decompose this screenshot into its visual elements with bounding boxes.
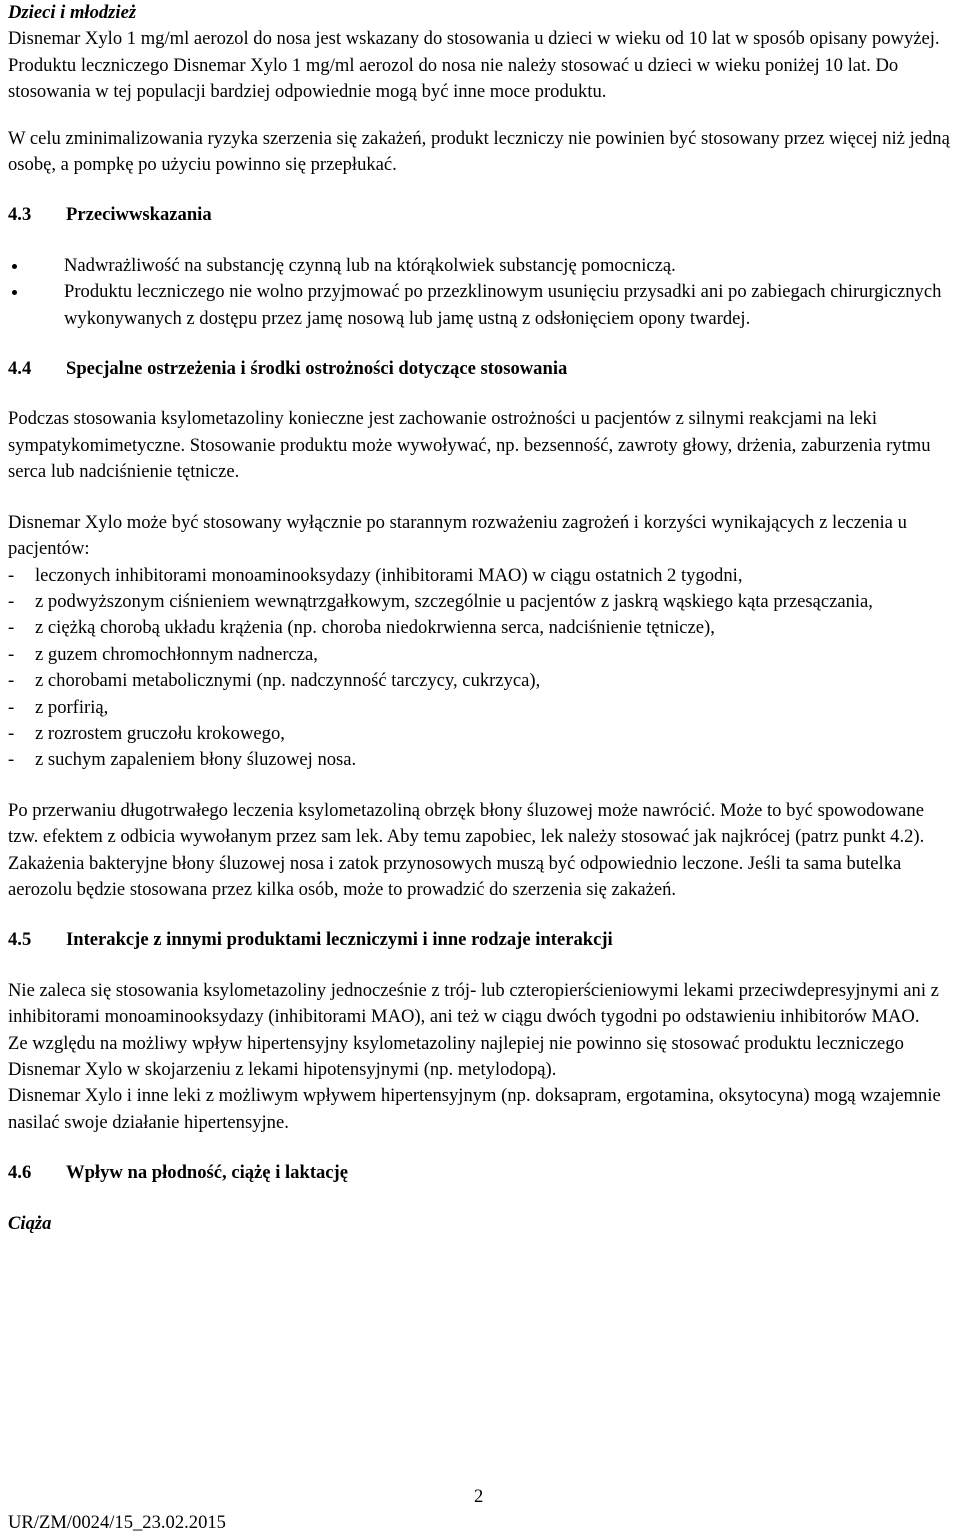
bullet-icon [12,290,17,295]
section-4-6-heading [8,1160,952,1186]
section-title: Wpływ na płodność, ciążę i laktację [66,1162,349,1184]
list-item: - z chorobami metabolicznymi (np. nadczynność tarczycy, cukrzyca), [8,670,541,692]
section-4-3-heading [8,202,952,228]
list-item: Nadwrażliwość na substancję czynną lub na którąkolwiek substancję pomocniczą. [8,253,952,279]
children-paragraph-2: Produktu leczniczego Disnemar Xylo 1 mg/ml aerozol do nosa nie należy stosować u dzieci w wieku poniżej 10 lat. Do stosowania w tej populacji bardziej odpowiednie mogą być inne moce produktu. [8,54,899,103]
interactions-paragraph-3: Disnemar Xylo i inne leki z możliwym wpływem hipertensyjnym (np. doksapram, ergotamina, oksytocyna) mogą wzajemnie nasilać swoje działanie hipertensyjne. [8,1085,941,1133]
section-4-4-heading [8,356,952,382]
section-number: 4.4 [8,358,32,380]
list-item: - z podwyższonym ciśnieniem wewnątrzgałkowym, szczególnie u pacjentów z jaskrą wąskiego kąta przesączania, [8,590,873,612]
pregnancy-subheading: Ciąża [8,1212,52,1234]
section-title: Specjalne ostrzeżenia i środki ostrożności dotyczące stosowania [66,358,568,380]
section-title: Interakcje z innymi produktami leczniczymi i inne rodzaje interakcji [66,929,613,951]
children-paragraph-1: Disnemar Xylo 1 mg/ml aerozol do nosa jest wskazany do stosowania u dzieci w wieku od 10 lat w sposób opisany powyżej. [8,28,940,50]
warnings-paragraph-1: Podczas stosowania ksylometazoliny konieczne jest zachowanie ostrożności u pacjentów z silnymi reakcjami na leki sympatykomimetyczne. Stosowanie produktu może wywoływać, np. bezsenność, zawroty głowy, drżenia, zaburzenia rytmu serca lub nadciśnienie tętnicze. [8,408,931,483]
list-item: - leczonych inhibitorami monoaminooksydazy (inhibitorami MAO) w ciągu ostatnich 2 tygodni, [8,564,743,586]
list-item: Produktu leczniczego nie wolno przyjmować po przezklinowym usunięciu przysadki ani po zabiegach chirurgicznych wykonywanych z dostępu przez jamę nosową lub jamę ustną z odsłonięciem opony twardej. [8,279,952,332]
list-item: - z guzem chromochłonnym nadnercza, [8,643,318,665]
list-item: - z ciężką chorobą układu krążenia (np. choroba niedokrwienna serca, nadciśnienie tętnicze), [8,617,715,639]
section-number: 4.3 [8,204,32,226]
interactions-paragraph-2: Ze względu na możliwy wpływ hipertensyjny ksylometazoliny najlepiej nie powinno się stosować produktu leczniczego Disnemar Xylo w skojarzeniu z lekami hipotensyjnymi (np. metylodopą). [8,1032,904,1080]
warnings-paragraph-2: Disnemar Xylo może być stosowany wyłącznie po starannym rozważeniu zagrożeń i korzyści wynikających z leczenia u pacjentów: [8,511,907,560]
section-4-5-heading [8,927,952,953]
section-title: Przeciwwskazania [66,204,212,226]
section-number: 4.5 [8,929,32,951]
document-code: UR/ZM/0024/15_23.02.2015 [8,1512,226,1533]
section-number: 4.6 [8,1162,32,1184]
list-item: - z rozrostem gruczołu krokowego, [8,722,285,744]
warnings-paragraph-3: Po przerwaniu długotrwałego leczenia ksylometazoliną obrzęk błony śluzowej może nawrócić. Może to być spowodowane tzw. efektem z odbicia wywołanym przez sam lek. Aby temu zapobiec, lek należy stosować jak najkrócej (patrz punkt 4.2). Zakażenia bakteryjne błony śluzowej nosa i zatok przynosowych muszą być odpowiednio leczone. Jeśli ta sama butelka aerozolu będzie stosowana przez kilka osób, może to prowadzić do szerzenia się zakażeń. [8,799,925,900]
contraindications-list [8,253,952,332]
interactions-paragraph-1: Nie zaleca się stosowania ksylometazoliny jednocześnie z trój- lub czteropierścieniowymi lekami przeciwdepresyjnymi ani z inhibitorami monoaminooksydazy (inhibitorami MAO), ani też w ciągu dwóch tygodni po odstawieniu inhibitorów MAO. [8,979,939,1028]
infection-note: W celu zminimalizowania ryzyka szerzenia się zakażeń, produkt leczniczy nie powinien być stosowany przez więcej niż jedną osobę, a pompkę po użyciu powinno się przepłukać. [8,127,950,176]
list-item: - z porfirią, [8,696,109,718]
page-number: 2 [474,1486,484,1507]
list-item: - z suchym zapaleniem błony śluzowej nosa. [8,749,357,771]
children-heading: Dzieci i młodzież [8,2,137,23]
bullet-icon [12,264,17,269]
risk-patients-list [8,563,952,774]
